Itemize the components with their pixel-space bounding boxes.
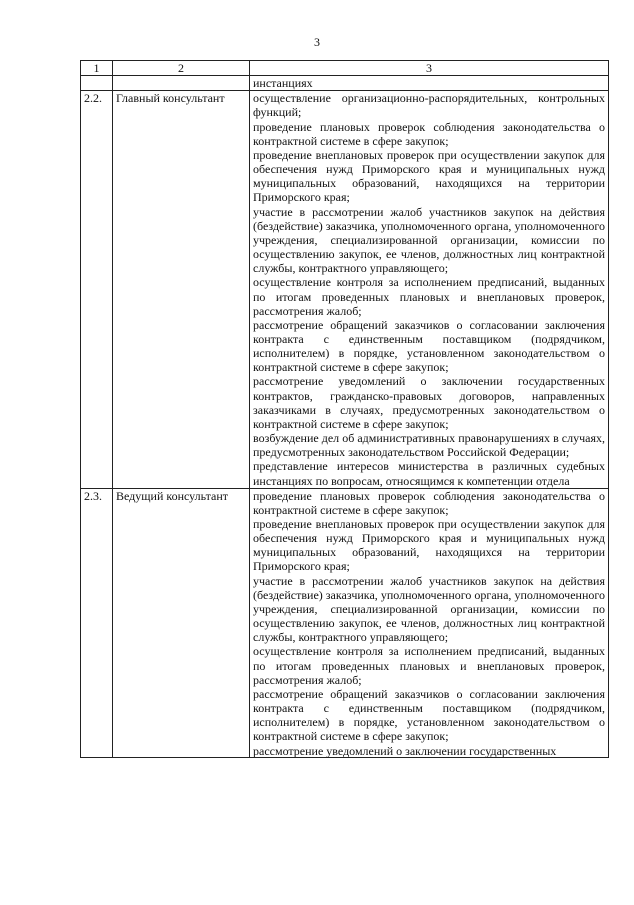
column-header-number: 1	[81, 61, 113, 76]
row-position: Главный консультант	[113, 91, 250, 488]
column-header-duties: 3	[250, 61, 609, 76]
table-row	[81, 91, 609, 488]
duty-item: проведение плановых проверок соблюдения законодательства о контрактной системе в сфере закупок;	[253, 488, 605, 517]
table-row	[81, 488, 609, 757]
duties-table	[80, 60, 609, 758]
duty-item: рассмотрение уведомлений о заключении государственных контрактов, гражданско-правовых договоров, направленных заказчиками в случаях, предусмотренных законодательством о контрактной системе в сфере закупок;	[253, 374, 605, 431]
duty-item: проведение внеплановых проверок при осуществлении закупок для обеспечения нужд Приморского края и муниципальных нужд муниципальных образований, находящихся на территории Приморского края;	[253, 147, 605, 205]
duty-item: проведение плановых проверок соблюдения законодательства о контрактной системе в сфере закупок;	[253, 119, 605, 148]
continuation-text: инстанциях	[250, 76, 609, 91]
duty-item: рассмотрение обращений заказчиков о согласовании заключения контракта с единственным поставщиком (подрядчиком, исполнителем) в порядке, установленном законодательством о контрактной системе в сфере закупок;	[253, 317, 605, 375]
row-number: 2.3.	[81, 488, 113, 757]
duty-item: рассмотрение уведомлений о заключении государственных	[253, 743, 557, 757]
duty-item: возбуждение дел об административных правонарушениях в случаях, предусмотренных законодательством Российской Федерации;	[253, 431, 605, 460]
duty-item: осуществление контроля за исполнением предписаний, выданных по итогам проведенных плановых и внеплановых проверок, рассмотрения жалоб;	[253, 644, 605, 687]
duty-item: осуществление организационно-распорядительных, контрольных функций;	[253, 91, 605, 120]
table-row-continuation	[81, 76, 609, 91]
page-number: 3	[314, 35, 320, 49]
row-duties	[250, 488, 609, 757]
row-number: 2.2.	[81, 91, 113, 488]
duty-item: рассмотрение обращений заказчиков о согласовании заключения контракта с единственным поставщиком (подрядчиком, исполнителем) в порядке, установленном законодательством о контрактной системе в сфере закупок;	[253, 686, 605, 744]
column-header-position: 2	[113, 61, 250, 76]
duty-item: участие в рассмотрении жалоб участников закупок на действия (бездействие) заказчика, уполномоченного органа, уполномоченного учреждения, специализированной организации, комиссии по осуществлению закупок, ее членов, должностных лиц контрактной службы, контрактного управляющего;	[253, 204, 605, 276]
duty-item: представление интересов министерства в различных судебных инстанциях по вопросам, относящимся к компетенции отдела	[253, 459, 605, 488]
row-position: Ведущий консультант	[113, 488, 250, 757]
table-header-row	[81, 61, 609, 76]
row-duties	[250, 91, 609, 488]
continuation-number-cell	[81, 76, 113, 91]
duty-item: осуществление контроля за исполнением предписаний, выданных по итогам проведенных плановых и внеплановых проверок, рассмотрения жалоб;	[253, 275, 605, 318]
continuation-position-cell	[113, 76, 250, 91]
duty-item: участие в рассмотрении жалоб участников закупок на действия (бездействие) заказчика, уполномоченного органа, уполномоченного учреждения, специализированной организации, комиссии по осуществлению закупок, ее членов, должностных лиц контрактной службы, контрактного управляющего;	[253, 573, 605, 645]
duty-item: проведение внеплановых проверок при осуществлении закупок для обеспечения нужд Приморского края и муниципальных нужд муниципальных образований, находящихся на территории Приморского края;	[253, 517, 605, 574]
